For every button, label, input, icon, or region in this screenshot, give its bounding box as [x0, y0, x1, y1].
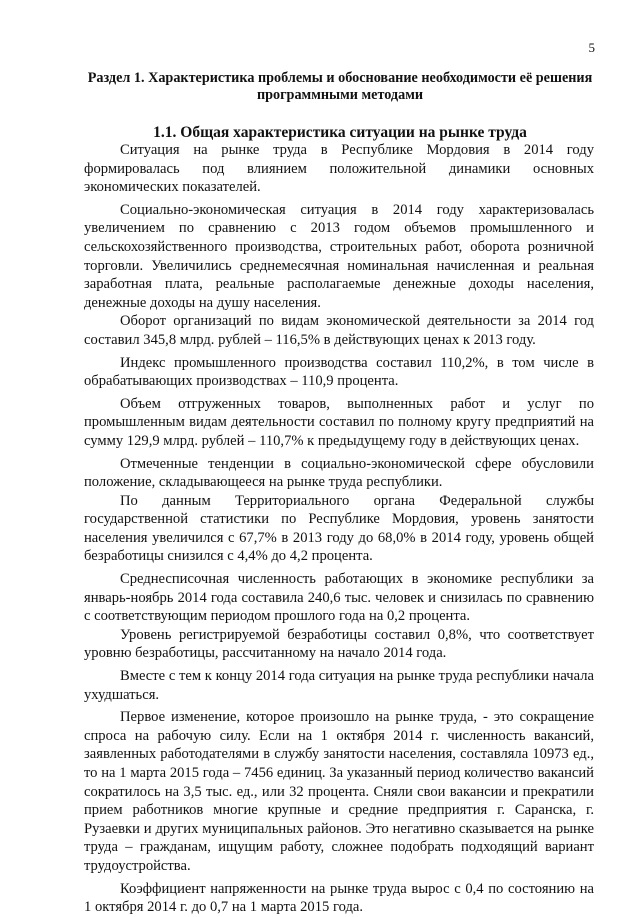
paragraph: Индекс промышленного производства составил 110,2%, в том числе в обрабатывающих производствах – 110,9 процента.: [84, 354, 594, 390]
paragraph: Оборот организаций по видам экономической деятельности за 2014 год составил 345,8 млрд. рублей – 116,5% в действующих ценах к 2013 году.: [84, 313, 594, 348]
paragraph: Отмеченные тенденции в социально-экономической сфере обусловили положение, складывающееся на рынке труда республики.: [84, 455, 594, 491]
paragraph: Среднесписочная численность работающих в экономике республики за январь-ноябрь 2014 года составила 240,6 тыс. человек и снизилась по сравнению с соответствующим периодом прошлого года на 0,2 процента.: [84, 571, 594, 625]
subsection-title: 1.1. Общая характеристика ситуации на рынке труда: [153, 124, 527, 141]
paragraph: Первое изменение, которое произошло на рынке труда, - это сокращение спроса на рабочую силу. Если на 1 октября 2014 г. численность вакансий, заявленных работодателями в службу занятости населения, составляла 10973 ед., то на 1 марта 2015 года – 7456 единиц. За указанный период количество вакансий сократилось на 3,5 тыс. ед., или 32 процента. Сняли свои вакансии и прекратили прием работников многие крупные и средние предприятия г. Саранска, г. Рузаевки и других муниципальных районов. Это негативно сказывается на рынке труда – гражданам, ищущим работу, сложнее подобрать подходящий вариант трудоустройства.: [84, 709, 594, 874]
section-title: Раздел 1. Характеристика проблемы и обоснование необходимости её решения программными методами: [87, 70, 593, 103]
paragraph: По данным Территориального органа Федеральной службы государственной статистики по Республике Мордовия, уровень занятости населения увеличился с 67,7% в 2013 году до 68,0% в 2014 году, уровень общей безработицы снизился с 4,4% до 4,2 процента.: [84, 492, 594, 565]
paragraph: Социально-экономическая ситуация в 2014 году характеризовалась увеличением по сравнению с 2013 годом объемов промышленного и сельскохозяйственного производства, строительных работ, оборота розничной торговли. Увеличились среднемесячная номинальная начисленная и реальная заработная плата, реальные располагаемые денежные доходы населения, денежные доходы на душу населения.: [84, 201, 594, 311]
paragraph: Объем отгруженных товаров, выполненных работ и услуг по промышленным видам деятельности составил по полному кругу предприятий на сумму 129,9 млрд. рублей – 110,7% к предыдущему году в действующих ценах.: [84, 395, 594, 449]
paragraph: Уровень регистрируемой безработицы составил 0,8%, что соответствует уровню безработицы, рассчитанному на начало 2014 года.: [84, 626, 594, 662]
paragraph: Коэффициент напряженности на рынке труда вырос с 0,4 по состоянию на 1 октября 2014 г. до 0,7 на 1 марта 2015 года.: [84, 880, 594, 916]
paragraph: Ситуация на рынке труда в Республике Мордовия в 2014 году формировалась под влиянием положительной динамики основных экономических показателей.: [84, 142, 594, 196]
paragraph: Вместе с тем к концу 2014 года ситуация на рынке труда республики начала ухудшаться.: [84, 668, 594, 703]
body-text: [84, 141, 594, 917]
page-number: 5: [588, 40, 595, 55]
